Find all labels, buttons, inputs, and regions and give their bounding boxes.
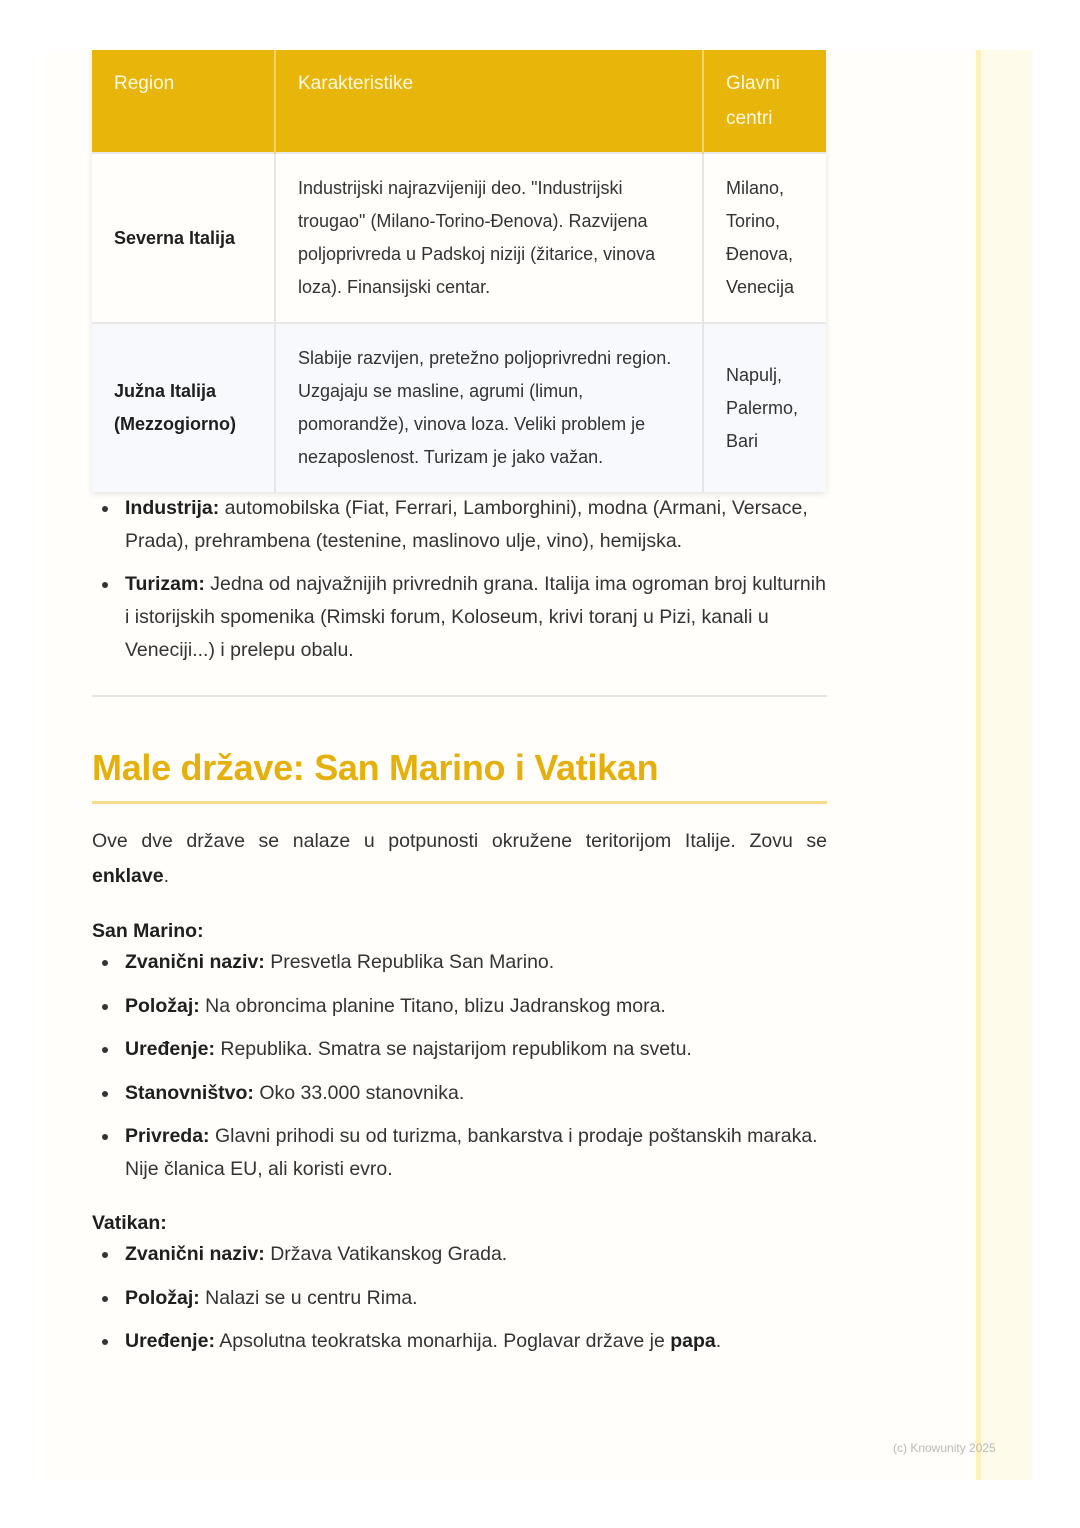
intro-end: . — [163, 865, 169, 887]
list-item — [125, 1325, 827, 1358]
item-label: Položaj: — [125, 1286, 200, 1309]
list-item — [125, 1077, 827, 1110]
item-text: Republika. Smatra se najstarijom republikom na svetu. — [214, 1038, 692, 1060]
san-marino-list — [92, 946, 827, 1186]
list-item — [125, 492, 827, 558]
list-item — [125, 1282, 827, 1315]
section-title: Male države: San Marino i Vatikan — [92, 745, 827, 804]
region-centers: Milano, Torino, Đenova, Venecija — [703, 153, 826, 323]
copyright-text: (c) Knowunity 2025 — [893, 1441, 996, 1455]
intro-bold: enklave — [92, 865, 164, 887]
section-intro — [92, 824, 827, 894]
page-margin-band — [976, 50, 1032, 1480]
item-text: Nalazi se u centru Rima. — [199, 1286, 418, 1309]
header-centers: Glavni centri — [703, 50, 826, 153]
header-region: Region — [92, 50, 275, 153]
list-item — [125, 990, 827, 1023]
item-label: Industrija: — [125, 497, 220, 519]
table-header-row — [92, 50, 826, 153]
table-row — [92, 153, 826, 323]
region-characteristics: Industrijski najrazvijeniji deo. "Industrijski trougao" (Milano-Torino-Đenova). Razvijena poljoprivreda u Padskoj niziji (žitarice, vinova loza). Finansijski centar. — [275, 153, 703, 323]
item-label: Zvanični naziv: — [125, 951, 265, 973]
list-item — [125, 568, 827, 667]
list-item — [125, 1033, 827, 1066]
regions-table — [92, 50, 826, 492]
item-label: Stanovništvo: — [125, 1081, 254, 1104]
item-text: Jedna od najvažnijih privrednih grana. Italija ima ogroman broj kulturnih i istorijskih spomenika (Rimski forum, Koloseum, krivi toranj u Pizi, kanali u Veneciji...) i prelepu obalu. — [125, 573, 826, 661]
item-text: Država Vatikanskog Grada. — [264, 1243, 508, 1265]
region-name: Severna Italija — [92, 153, 275, 323]
list-item — [125, 1120, 827, 1186]
economy-list — [92, 492, 827, 667]
item-label: Uređenje: — [125, 1330, 215, 1352]
list-item — [125, 946, 827, 979]
region-centers: Napulj, Palermo, Bari — [703, 323, 826, 492]
item-label: Zvanični naziv: — [125, 1243, 265, 1265]
item-label: Položaj: — [125, 994, 200, 1017]
intro-text: Ove dve države se nalaze u potpunosti okružene teritorijom Italije. Zovu se — [92, 830, 827, 852]
item-text: Na obroncima planine Titano, blizu Jadranskog mora. — [199, 994, 666, 1017]
san-marino-heading: San Marino: — [92, 920, 204, 942]
item-text: automobilska (Fiat, Ferrari, Lamborghini), modna (Armani, Versace, Prada), prehrambena (testenine, maslinovo ulje, vino), hemijska. — [125, 497, 808, 552]
item-text: Oko 33.000 stanovnika. — [253, 1081, 465, 1104]
item-text: Apsolutna teokratska monarhija. Poglavar države je — [214, 1330, 671, 1352]
region-name: Južna Italija (Mezzogiorno) — [92, 323, 275, 492]
table-row — [92, 323, 826, 492]
section-divider — [92, 695, 827, 697]
document-content — [92, 50, 827, 1369]
region-characteristics: Slabije razvijen, pretežno poljoprivredni region. Uzgajaju se masline, agrumi (limun, pomorandže), vinova loza. Veliki problem je nezaposlenost. Turizam je jako važan. — [275, 323, 703, 492]
page-margin-line — [976, 50, 981, 1480]
item-label: Uređenje: — [125, 1038, 215, 1060]
item-text: Presvetla Republika San Marino. — [264, 951, 555, 973]
list-item — [125, 1238, 827, 1271]
item-label: Privreda: — [125, 1125, 210, 1147]
header-characteristics: Karakteristike — [275, 50, 703, 153]
item-label: Turizam: — [125, 573, 205, 595]
item-end: . — [715, 1330, 722, 1352]
vatikan-heading: Vatikan: — [92, 1212, 167, 1234]
item-bold: papa — [670, 1330, 716, 1352]
item-text: Glavni prihodi su od turizma, bankarstva i prodaje poštanskih maraka. Nije članica EU, ali koristi evro. — [125, 1125, 818, 1180]
vatikan-list — [92, 1238, 827, 1358]
